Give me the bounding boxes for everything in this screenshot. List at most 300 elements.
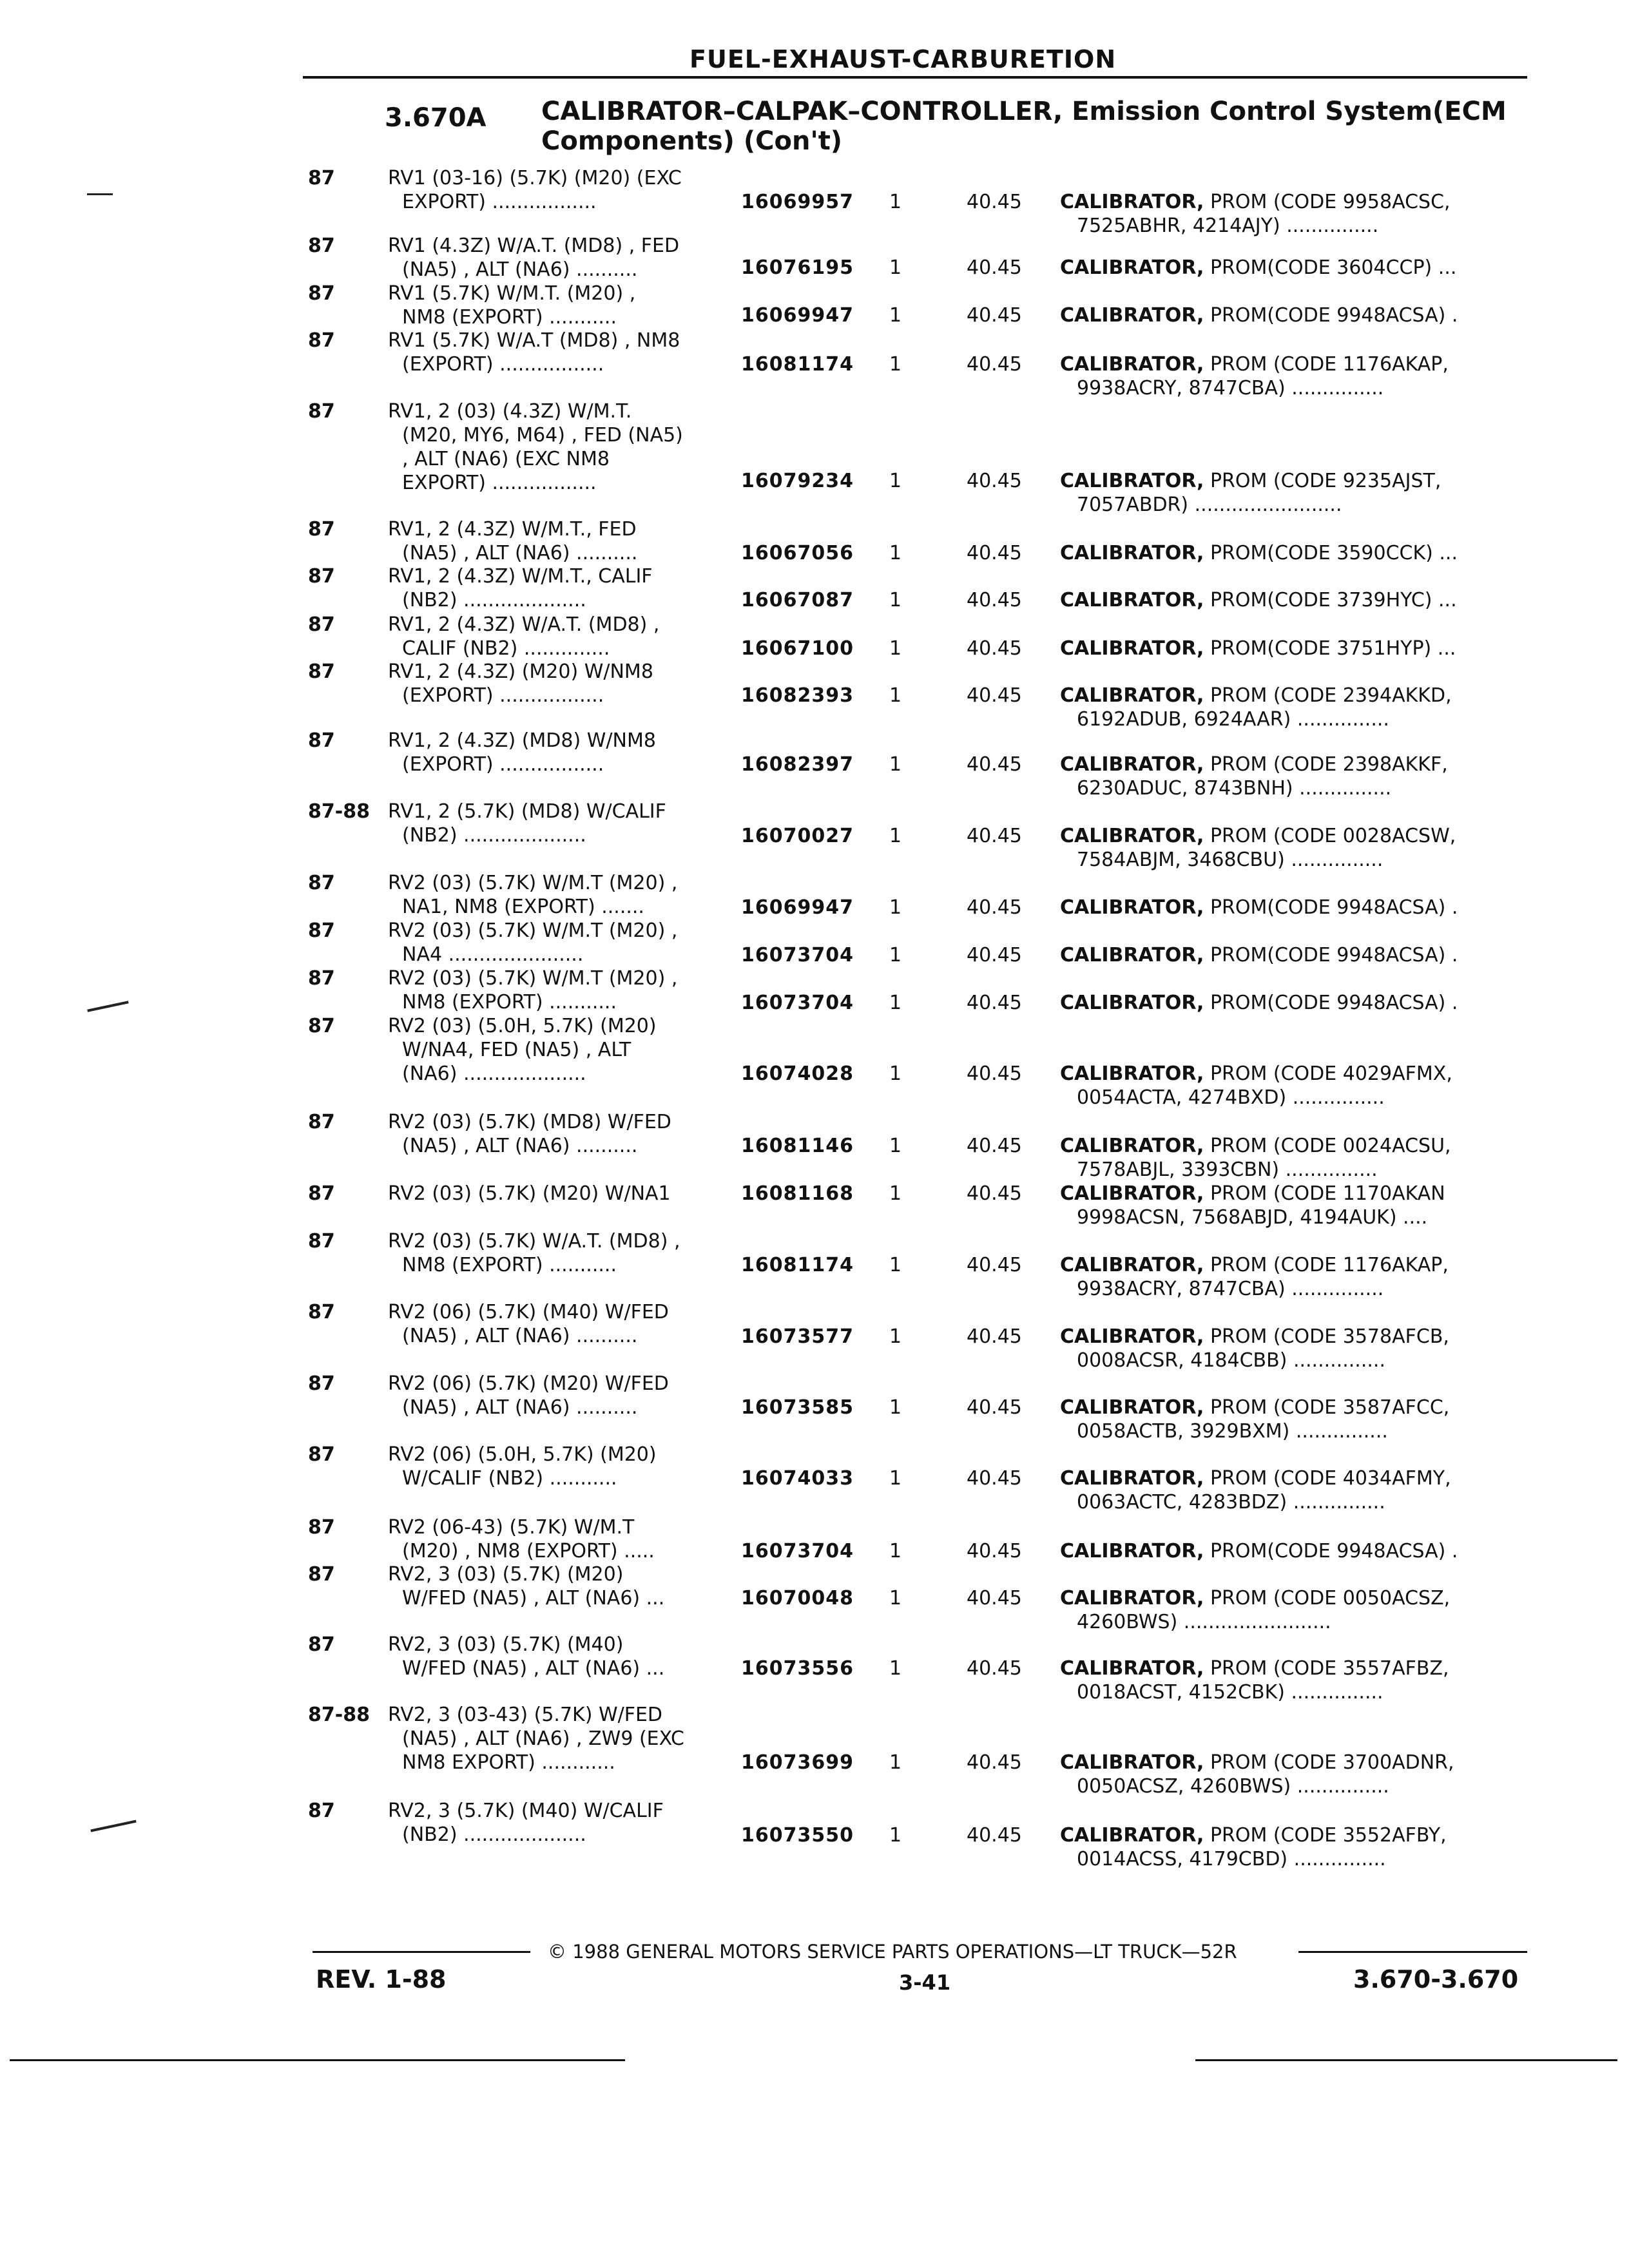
- component-first-line: [1060, 1253, 1524, 1277]
- component-detail: PROM (CODE 1176AKAP,: [1210, 1254, 1449, 1276]
- component-first-line: [1060, 637, 1524, 660]
- component-detail: PROM(CODE 3751HYP) ...: [1210, 637, 1456, 660]
- component-description: [1060, 896, 1524, 919]
- application-description: [388, 1515, 723, 1563]
- footer-rule-right: [1298, 1951, 1527, 1953]
- component-detail: PROM(CODE 9948ACSA) .: [1210, 304, 1458, 327]
- application-description: [388, 1562, 723, 1610]
- component-detail: PROM(CODE 3590CCK) ...: [1210, 542, 1458, 564]
- quantity: 1: [889, 1062, 902, 1085]
- quantity: 1: [889, 825, 902, 847]
- application-description: [388, 282, 723, 329]
- component-description: [1060, 1539, 1524, 1563]
- component-detail: PROM (CODE 3557AFBZ,: [1210, 1657, 1449, 1680]
- component-name: CALIBRATOR,: [1060, 992, 1204, 1014]
- price: 40.45: [967, 684, 1022, 707]
- component-detail: PROM(CODE 3739HYC) ...: [1210, 589, 1457, 611]
- component-description: [1060, 256, 1524, 280]
- part-number: 16067100: [741, 637, 854, 660]
- component-first-line: [1060, 190, 1524, 214]
- component-detail: PROM(CODE 9948ACSA) .: [1210, 944, 1458, 966]
- component-detail: PROM (CODE 3587AFCC,: [1210, 1396, 1450, 1419]
- component-name: CALIBRATOR,: [1060, 1062, 1204, 1085]
- component-description: [1060, 1657, 1524, 1704]
- part-number: 16081168: [741, 1182, 854, 1205]
- component-detail: PROM (CODE 2394AKKD,: [1210, 684, 1452, 707]
- application-description: [388, 871, 723, 919]
- component-name: CALIBRATOR,: [1060, 542, 1204, 564]
- description-line: RV1, 2 (4.3Z) (MD8) W/NM8: [388, 729, 656, 752]
- price: 40.45: [967, 1135, 1022, 1157]
- description-line: RV2, 3 (03) (5.7K) (M40): [388, 1633, 624, 1656]
- application-description: [388, 800, 723, 847]
- component-name: CALIBRATOR,: [1060, 1657, 1204, 1680]
- description-line: RV1, 2 (4.3Z) (M20) W/NM8: [388, 660, 653, 683]
- quantity: 1: [889, 944, 902, 966]
- description-line: RV2, 3 (5.7K) (M40) W/CALIF: [388, 1800, 664, 1822]
- component-name: CALIBRATOR,: [1060, 1587, 1204, 1610]
- component-first-line: [1060, 1396, 1524, 1419]
- description-line: (NB2) ....................: [402, 589, 586, 611]
- component-detail: PROM (CODE 2398AKKF,: [1210, 753, 1448, 776]
- quantity: 1: [889, 637, 902, 660]
- component-description: [1060, 303, 1524, 327]
- component-first-line: [1060, 303, 1524, 327]
- component-name: CALIBRATOR,: [1060, 1540, 1204, 1562]
- model-year: 87: [308, 235, 335, 257]
- component-description: [1060, 1062, 1524, 1110]
- price: 40.45: [967, 896, 1022, 919]
- price: 40.45: [967, 256, 1022, 279]
- page-bottom-rule-left: [10, 2059, 625, 2061]
- component-first-line: [1060, 469, 1524, 493]
- description-line: (NA5) , ALT (NA6) ..........: [402, 542, 638, 564]
- component-description: [1060, 943, 1524, 967]
- description-line: (NA5) , ALT (NA6) ..........: [402, 258, 638, 281]
- component-description: [1060, 1586, 1524, 1634]
- model-year: 87: [308, 919, 335, 942]
- application-description: [388, 517, 723, 565]
- part-number: 16067056: [741, 542, 854, 564]
- quantity: 1: [889, 753, 902, 776]
- component-description: [1060, 1325, 1524, 1372]
- component-detail: PROM (CODE 0028ACSW,: [1210, 825, 1456, 847]
- description-line: RV1 (5.7K) W/A.T (MD8) , NM8: [388, 329, 680, 352]
- component-name: CALIBRATOR,: [1060, 1325, 1204, 1348]
- description-line: RV2, 3 (03) (5.7K) (M20): [388, 1563, 624, 1586]
- description-line: RV2 (06-43) (5.7K) W/M.T: [388, 1516, 635, 1539]
- component-first-line: [1060, 1325, 1524, 1349]
- description-line: NM8 (EXPORT) ...........: [402, 1254, 617, 1276]
- description-line: RV2 (03) (5.7K) (MD8) W/FED: [388, 1111, 671, 1133]
- quantity: 1: [889, 1135, 902, 1157]
- component-description: [1060, 1751, 1524, 1798]
- model-year: 87: [308, 1563, 335, 1586]
- price: 40.45: [967, 992, 1022, 1014]
- description-line: (NA5) , ALT (NA6) , ZW9 (EXC: [402, 1727, 684, 1750]
- part-number: 16079234: [741, 470, 854, 492]
- component-name: CALIBRATOR,: [1060, 1467, 1204, 1490]
- footer-section-range: 3.670-3.670: [1353, 1965, 1519, 1994]
- price: 40.45: [967, 191, 1022, 213]
- footer-revision: REV. 1-88: [316, 1965, 447, 1994]
- application-description: [388, 1300, 723, 1348]
- description-line: RV2, 3 (03-43) (5.7K) W/FED: [388, 1704, 663, 1726]
- description-line: (M20, MY6, M64) , FED (NA5): [402, 424, 683, 447]
- part-number: 16073550: [741, 1824, 854, 1847]
- price: 40.45: [967, 1467, 1022, 1490]
- application-description: [388, 166, 723, 214]
- component-detail: PROM(CODE 9948ACSA) .: [1210, 1540, 1458, 1562]
- description-line: RV1, 2 (5.7K) (MD8) W/CALIF: [388, 800, 666, 823]
- component-name: CALIBRATOR,: [1060, 304, 1204, 327]
- footer-page-number: 3-41: [899, 1970, 951, 1995]
- section-number: 3.670A: [385, 103, 487, 133]
- component-first-line: [1060, 753, 1524, 776]
- price: 40.45: [967, 1254, 1022, 1276]
- component-detail: 0018ACST, 4152CBK) ...............: [1077, 1681, 1383, 1704]
- component-name: CALIBRATOR,: [1060, 1396, 1204, 1419]
- part-number: 16082393: [741, 684, 854, 707]
- component-detail: 6192ADUB, 6924AAR) ...............: [1077, 708, 1389, 731]
- component-name: CALIBRATOR,: [1060, 1751, 1204, 1774]
- page-header-title: FUEL-EXHAUST-CARBURETION: [689, 45, 1117, 73]
- component-name: CALIBRATOR,: [1060, 1135, 1204, 1157]
- part-number: 16074033: [741, 1467, 854, 1490]
- application-description: [388, 613, 723, 660]
- model-year: 87: [308, 329, 335, 352]
- part-number: 16073556: [741, 1657, 854, 1680]
- quantity: 1: [889, 992, 902, 1014]
- description-line: NM8 EXPORT) ............: [402, 1751, 615, 1774]
- part-number: 16081146: [741, 1135, 854, 1157]
- component-detail: 0008ACSR, 4184CBB) ...............: [1077, 1349, 1385, 1372]
- description-line: (NA5) , ALT (NA6) ..........: [402, 1396, 638, 1419]
- component-description: [1060, 637, 1524, 660]
- model-year: 87: [308, 967, 335, 990]
- model-year: 87: [308, 660, 335, 683]
- application-description: [388, 1372, 723, 1419]
- application-description: [388, 1229, 723, 1277]
- description-line: W/FED (NA5) , ALT (NA6) ...: [402, 1657, 665, 1680]
- part-number: 16073699: [741, 1751, 854, 1774]
- component-detail: 9998ACSN, 7568ABJD, 4194AUK) ....: [1077, 1206, 1428, 1229]
- quantity: 1: [889, 191, 902, 213]
- description-line: (EXPORT) .................: [402, 684, 604, 707]
- component-detail: PROM (CODE 1176AKAP,: [1210, 353, 1449, 376]
- component-name: CALIBRATOR,: [1060, 256, 1204, 279]
- scan-mark: [87, 193, 113, 195]
- application-description: [388, 1182, 723, 1206]
- component-detail: 7057ABDR) ........................: [1077, 494, 1342, 516]
- part-number: 16069947: [741, 896, 854, 919]
- component-detail: PROM (CODE 1170AKAN: [1210, 1182, 1445, 1205]
- component-first-line: [1060, 1466, 1524, 1490]
- component-first-line: [1060, 352, 1524, 376]
- component-detail: 4260BWS) ........................: [1077, 1611, 1331, 1633]
- application-description: [388, 966, 723, 1014]
- model-year: 87: [308, 1516, 335, 1539]
- component-detail: PROM (CODE 3578AFCB,: [1210, 1325, 1449, 1348]
- price: 40.45: [967, 1325, 1022, 1348]
- application-description: [388, 1799, 723, 1847]
- description-line: RV2 (03) (5.0H, 5.7K) (M20): [388, 1015, 657, 1037]
- price: 40.45: [967, 637, 1022, 660]
- component-detail: PROM(CODE 9948ACSA) .: [1210, 992, 1458, 1014]
- price: 40.45: [967, 1824, 1022, 1847]
- component-detail: 0054ACTA, 4274BXD) ...............: [1077, 1086, 1385, 1109]
- description-line: (NB2) ....................: [402, 824, 586, 847]
- price: 40.45: [967, 1182, 1022, 1205]
- description-line: (M20) , NM8 (EXPORT) .....: [402, 1540, 655, 1562]
- price: 40.45: [967, 825, 1022, 847]
- model-year: 87: [308, 1015, 335, 1037]
- description-line: RV2 (06) (5.7K) (M40) W/FED: [388, 1301, 669, 1323]
- quantity: 1: [889, 1254, 902, 1276]
- page-bottom-rule-right: [1195, 2059, 1617, 2061]
- component-detail: PROM (CODE 0050ACSZ,: [1210, 1587, 1451, 1610]
- component-description: [1060, 684, 1524, 731]
- part-number: 16073577: [741, 1325, 854, 1348]
- component-first-line: [1060, 1539, 1524, 1563]
- component-detail: 6230ADUC, 8743BNH) ...............: [1077, 777, 1392, 800]
- component-name: CALIBRATOR,: [1060, 470, 1204, 492]
- component-name: CALIBRATOR,: [1060, 1254, 1204, 1276]
- component-description: [1060, 352, 1524, 400]
- description-line: RV2 (03) (5.7K) W/A.T. (MD8) ,: [388, 1230, 680, 1253]
- application-description: [388, 1703, 723, 1774]
- description-line: RV2 (03) (5.7K) W/M.T (M20) ,: [388, 919, 678, 942]
- model-year: 87: [308, 729, 335, 752]
- component-name: CALIBRATOR,: [1060, 944, 1204, 966]
- model-year: 87: [308, 518, 335, 541]
- component-detail: PROM (CODE 0024ACSU,: [1210, 1135, 1451, 1157]
- description-line: (NA5) , ALT (NA6) ..........: [402, 1325, 638, 1347]
- component-name: CALIBRATOR,: [1060, 1824, 1204, 1847]
- description-line: NM8 (EXPORT) ...........: [402, 991, 617, 1014]
- model-year: 87-88: [308, 1704, 370, 1726]
- model-year: 87: [308, 167, 335, 189]
- part-number: 16070048: [741, 1587, 854, 1610]
- part-number: 16069957: [741, 191, 854, 213]
- quantity: 1: [889, 1657, 902, 1680]
- model-year: 87: [308, 1182, 335, 1205]
- model-year: 87: [308, 1372, 335, 1395]
- quantity: 1: [889, 1467, 902, 1490]
- component-detail: PROM (CODE 9958ACSC,: [1210, 191, 1451, 213]
- model-year: 87-88: [308, 800, 370, 823]
- component-first-line: [1060, 824, 1524, 848]
- description-line: (EXPORT) .................: [402, 353, 604, 376]
- price: 40.45: [967, 1751, 1022, 1774]
- price: 40.45: [967, 1540, 1022, 1562]
- model-year: 87: [308, 613, 335, 636]
- description-line: RV1, 2 (03) (4.3Z) W/M.T.: [388, 400, 632, 423]
- scan-mark: [90, 1820, 136, 1832]
- model-year: 87: [308, 282, 335, 305]
- description-line: EXPORT) .................: [402, 472, 597, 494]
- component-detail: PROM (CODE 4034AFMY,: [1210, 1467, 1451, 1490]
- component-description: [1060, 190, 1524, 238]
- description-line: EXPORT) .................: [402, 191, 597, 213]
- component-name: CALIBRATOR,: [1060, 353, 1204, 376]
- description-line: RV2 (03) (5.7K) (M20) W/NA1: [388, 1182, 671, 1205]
- component-first-line: [1060, 684, 1524, 707]
- component-name: CALIBRATOR,: [1060, 1182, 1204, 1205]
- description-line: (NA6) ....................: [402, 1062, 586, 1085]
- quantity: 1: [889, 1182, 902, 1205]
- description-line: NA1, NM8 (EXPORT) .......: [402, 896, 644, 918]
- part-number: 16070027: [741, 825, 854, 847]
- price: 40.45: [967, 1657, 1022, 1680]
- model-year: 87: [308, 1633, 335, 1656]
- component-detail: PROM(CODE 3604CCP) ...: [1210, 256, 1457, 279]
- footer-copyright: © 1988 GENERAL MOTORS SERVICE PARTS OPERATIONS—LT TRUCK—52R: [548, 1941, 1237, 1963]
- footer-rule-left: [313, 1951, 530, 1953]
- component-first-line: [1060, 1657, 1524, 1680]
- part-number: 16073704: [741, 944, 854, 966]
- application-description: [388, 660, 723, 707]
- component-name: CALIBRATOR,: [1060, 684, 1204, 707]
- component-first-line: [1060, 991, 1524, 1015]
- component-detail: PROM (CODE 3552AFBY,: [1210, 1824, 1447, 1847]
- section-title: CALIBRATOR–CALPAK–CONTROLLER, Emission Control System(ECM Components) (Con't): [541, 97, 1507, 156]
- description-line: RV1, 2 (4.3Z) W/M.T., FED: [388, 518, 637, 541]
- model-year: 87: [308, 1111, 335, 1133]
- price: 40.45: [967, 944, 1022, 966]
- model-year: 87: [308, 1800, 335, 1822]
- model-year: 87: [308, 1230, 335, 1253]
- price: 40.45: [967, 1587, 1022, 1610]
- description-line: RV1 (03-16) (5.7K) (M20) (EXC: [388, 167, 682, 189]
- component-first-line: [1060, 1586, 1524, 1610]
- component-description: [1060, 1466, 1524, 1514]
- component-name: CALIBRATOR,: [1060, 637, 1204, 660]
- part-number: 16067087: [741, 589, 854, 611]
- part-number: 16073585: [741, 1396, 854, 1419]
- part-number: 16076195: [741, 256, 854, 279]
- component-description: [1060, 1253, 1524, 1301]
- quantity: 1: [889, 1540, 902, 1562]
- component-detail: 9938ACRY, 8747CBA) ...............: [1077, 377, 1384, 399]
- component-name: CALIBRATOR,: [1060, 825, 1204, 847]
- quantity: 1: [889, 304, 902, 327]
- component-detail: 0014ACSS, 4179CBD) ...............: [1077, 1848, 1386, 1870]
- part-number: 16073704: [741, 992, 854, 1014]
- price: 40.45: [967, 542, 1022, 564]
- component-description: [1060, 991, 1524, 1015]
- component-description: [1060, 1182, 1524, 1229]
- description-line: NA4 ......................: [402, 943, 584, 966]
- quantity: 1: [889, 1751, 902, 1774]
- model-year: 87: [308, 1301, 335, 1323]
- component-detail: 7525ABHR, 4214AJY) ...............: [1077, 215, 1379, 237]
- price: 40.45: [967, 353, 1022, 376]
- component-detail: 0050ACSZ, 4260BWS) ...............: [1077, 1775, 1389, 1798]
- component-first-line: [1060, 1062, 1524, 1086]
- component-description: [1060, 1396, 1524, 1443]
- price: 40.45: [967, 470, 1022, 492]
- description-line: W/NA4, FED (NA5) , ALT: [402, 1039, 631, 1061]
- component-detail: 9938ACRY, 8747CBA) ...............: [1077, 1278, 1384, 1300]
- component-first-line: [1060, 1182, 1524, 1206]
- component-name: CALIBRATOR,: [1060, 896, 1204, 919]
- application-description: [388, 399, 723, 495]
- quantity: 1: [889, 1325, 902, 1348]
- application-description: [388, 919, 723, 966]
- application-description: [388, 564, 723, 612]
- component-detail: 0063ACTC, 4283BDZ) ...............: [1077, 1491, 1385, 1514]
- component-description: [1060, 753, 1524, 800]
- price: 40.45: [967, 304, 1022, 327]
- application-description: [388, 1633, 723, 1680]
- part-number: 16069947: [741, 304, 854, 327]
- component-first-line: [1060, 256, 1524, 280]
- component-first-line: [1060, 1751, 1524, 1774]
- component-detail: 0058ACTB, 3929BXM) ...............: [1077, 1420, 1388, 1443]
- component-description: [1060, 1823, 1524, 1871]
- part-number: 16082397: [741, 753, 854, 776]
- component-detail: PROM (CODE 4029AFMX,: [1210, 1062, 1452, 1085]
- quantity: 1: [889, 353, 902, 376]
- quantity: 1: [889, 1824, 902, 1847]
- application-description: [388, 1110, 723, 1158]
- description-line: (NB2) ....................: [402, 1823, 586, 1846]
- quantity: 1: [889, 896, 902, 919]
- scan-mark: [87, 1001, 128, 1012]
- component-detail: PROM (CODE 9235AJST,: [1210, 470, 1441, 492]
- description-line: RV1, 2 (4.3Z) W/A.T. (MD8) ,: [388, 613, 660, 636]
- model-year: 87: [308, 872, 335, 894]
- price: 40.45: [967, 753, 1022, 776]
- price: 40.45: [967, 1062, 1022, 1085]
- quantity: 1: [889, 470, 902, 492]
- component-detail: 7578ABJL, 3393CBN) ...............: [1077, 1158, 1378, 1181]
- price: 40.45: [967, 589, 1022, 611]
- part-number: 16073704: [741, 1540, 854, 1562]
- description-line: RV2 (03) (5.7K) W/M.T (M20) ,: [388, 872, 678, 894]
- description-line: RV1 (5.7K) W/M.T. (M20) ,: [388, 282, 636, 305]
- quantity: 1: [889, 256, 902, 279]
- description-line: CALIF (NB2) ..............: [402, 637, 610, 660]
- quantity: 1: [889, 1396, 902, 1419]
- description-line: W/CALIF (NB2) ...........: [402, 1467, 617, 1490]
- part-number: 16074028: [741, 1062, 854, 1085]
- component-detail: PROM(CODE 9948ACSA) .: [1210, 896, 1458, 919]
- component-first-line: [1060, 1134, 1524, 1158]
- component-description: [1060, 541, 1524, 565]
- component-first-line: [1060, 943, 1524, 967]
- quantity: 1: [889, 1587, 902, 1610]
- model-year: 87: [308, 565, 335, 588]
- component-name: CALIBRATOR,: [1060, 753, 1204, 776]
- component-first-line: [1060, 1823, 1524, 1847]
- component-description: [1060, 1134, 1524, 1182]
- application-description: [388, 329, 723, 376]
- application-description: [388, 1443, 723, 1490]
- part-number: 16081174: [741, 1254, 854, 1276]
- model-year: 87: [308, 400, 335, 423]
- component-first-line: [1060, 896, 1524, 919]
- component-detail: 7584ABJM, 3468CBU) ...............: [1077, 849, 1383, 871]
- component-first-line: [1060, 588, 1524, 612]
- component-first-line: [1060, 541, 1524, 565]
- description-line: RV2 (03) (5.7K) W/M.T (M20) ,: [388, 967, 678, 990]
- description-line: , ALT (NA6) (EXC NM8: [402, 448, 610, 470]
- quantity: 1: [889, 542, 902, 564]
- component-name: CALIBRATOR,: [1060, 589, 1204, 611]
- quantity: 1: [889, 684, 902, 707]
